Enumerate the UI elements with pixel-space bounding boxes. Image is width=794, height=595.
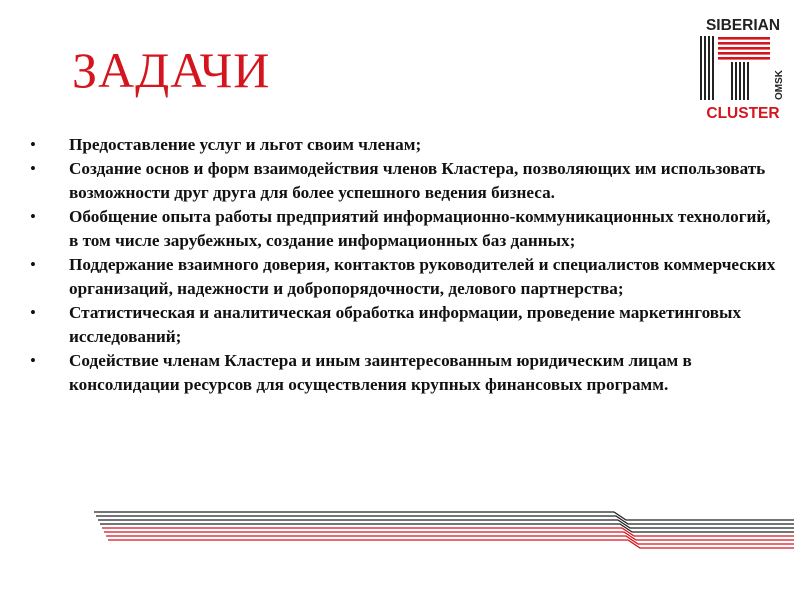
siberian-cluster-logo bbox=[698, 14, 788, 122]
logo-bottom-text: CLUSTER bbox=[706, 105, 780, 122]
logo-top-text: SIBERIAN bbox=[705, 17, 781, 34]
list-item bbox=[30, 253, 782, 301]
tasks-list bbox=[30, 133, 782, 397]
list-item bbox=[30, 157, 782, 205]
logo-side-text: OMSK bbox=[774, 70, 785, 100]
bullet-marker: • bbox=[30, 351, 36, 370]
bullet-text: Обобщение опыта работы предприятий информационно-коммуникационных технологий, в том числе зарубежных, создание информационных баз данных; bbox=[69, 207, 771, 250]
bottom-decorative-lines bbox=[94, 510, 794, 550]
bullet-marker: • bbox=[30, 303, 36, 322]
list-item bbox=[30, 133, 782, 157]
bullet-text: Статистическая и аналитическая обработка информации, проведение маркетинговых исследований; bbox=[69, 303, 742, 346]
bullet-marker: • bbox=[30, 159, 36, 178]
bullet-marker: • bbox=[30, 135, 36, 154]
bullet-marker: • bbox=[30, 255, 36, 274]
bullet-text: Создание основ и форм взаимодействия членов Кластера, позволяющих им использовать возможности друг друга для более успешного ведения бизнеса. bbox=[69, 159, 766, 202]
slide-title: ЗАДАЧИ bbox=[72, 42, 271, 98]
bullet-text: Содействие членам Кластера и иным заинтересованным юридическим лицам в консолидации ресурсов для осуществления крупных финансовых программ. bbox=[69, 351, 692, 394]
list-item bbox=[30, 301, 782, 349]
list-item bbox=[30, 205, 782, 253]
bullet-marker: • bbox=[30, 207, 36, 226]
list-item bbox=[30, 349, 782, 397]
bullet-text: Предоставление услуг и льгот своим членам; bbox=[69, 135, 422, 154]
bullet-text: Поддержание взаимного доверия, контактов руководителей и специалистов коммерческих организаций, надежности и добропорядочности, делового партнерства; bbox=[69, 255, 776, 298]
